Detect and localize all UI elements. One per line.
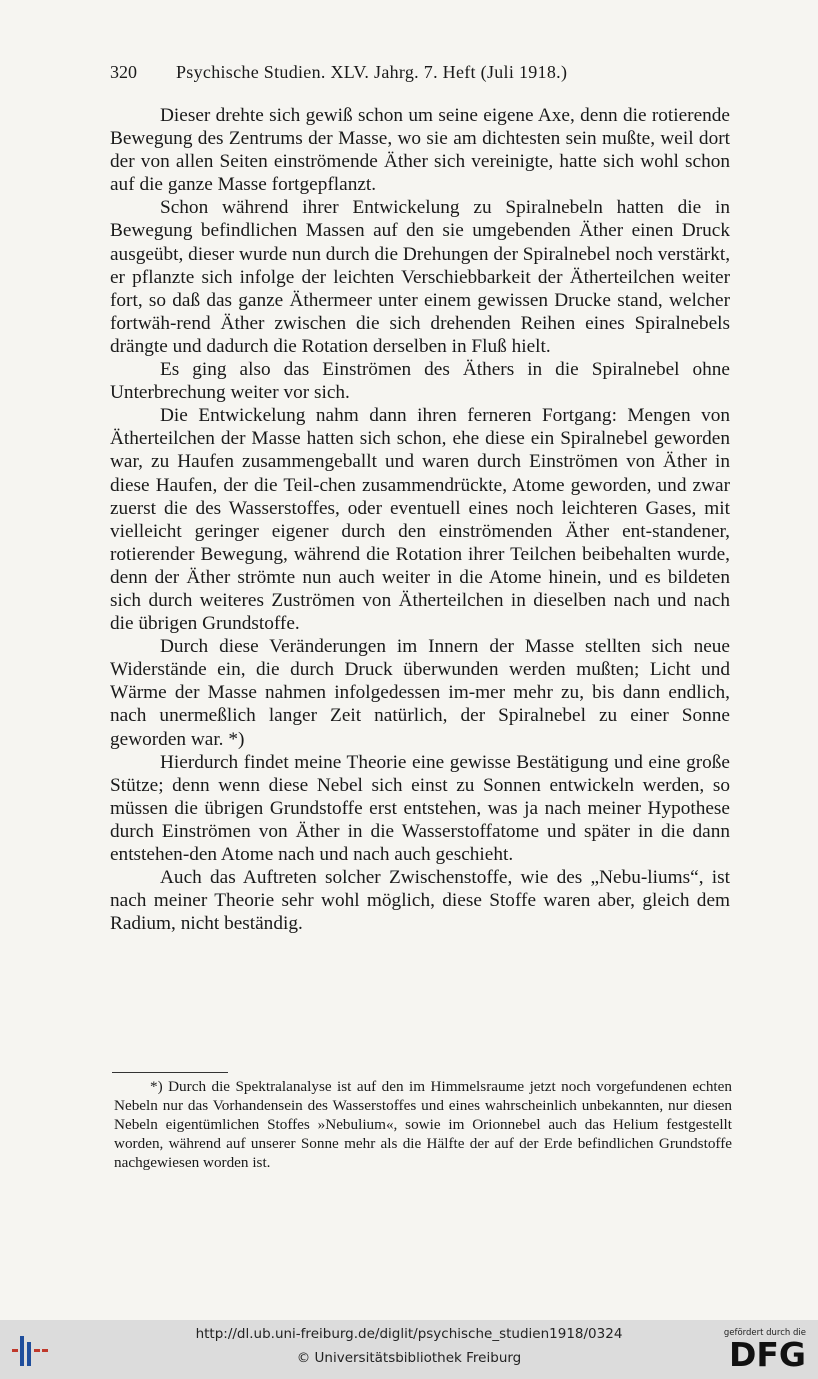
dfg-logo: DFG xyxy=(728,1335,806,1374)
copyright-notice: © Universitätsbibliothek Freiburg xyxy=(296,1350,522,1366)
paragraph: Es ging also das Einströmen des Äthers in die Spiralnebel ohne Unterbrechung weiter vor sich. xyxy=(110,359,730,404)
dfg-caption: gefördert durch die xyxy=(723,1328,806,1338)
footnote-text: *) Durch die Spektralanalyse ist auf den im Himmelsraume jetzt noch vorgefundenen echten Nebeln nur das Vorhandensein des Wasserstoffes und eines wahrscheinlich unbekannten, nur diesen Nebeln eigentümlichen Stoffes »Nebulium«, sowie im Orionnebel auch das Helium festgestellt worden, während auf unserer Sonne mehr als die Hälfte der auf der Erde befindlichen Grundstoffe nachgewiesen worden ist. xyxy=(114,1078,732,1171)
footnote-divider xyxy=(112,1072,228,1073)
viewer-footer xyxy=(0,1320,818,1379)
footnote xyxy=(114,1077,732,1172)
paragraph: Durch diese Veränderungen im Innern der Masse stellten sich neue Widerstände ein, die durch Druck überwunden werden mußten; Licht und Wärme der Masse nahmen infolgedessen im-mer mehr zu, bis dann endlich, nach unermeßlich langer Zeit natürlich, der Spiralnebel zu einer Sonne geworden war. *) xyxy=(110,636,730,750)
paragraph: Hierdurch findet meine Theorie eine gewisse Bestätigung und eine große Stütze; denn wenn diese Nebel sich einst zu Sonnen entwickeln werden, so müssen die übrigen Grundstoffe erst entstehen, was ja nach meiner Hypothese durch Einströmen von Äther in die Wasserstoffatome und später in die dann entstehen-den Atome nach und nach auch geschieht. xyxy=(110,751,730,865)
body-text xyxy=(110,104,730,935)
paragraph: Auch das Auftreten solcher Zwischenstoffe, wie des „Nebu-liums“, ist nach meiner Theorie sehr wohl möglich, diese Stoffe waren aber, gleich dem Radium, nicht beständig. xyxy=(110,867,730,935)
page-number: 320 xyxy=(110,62,137,82)
document-url[interactable]: http://dl.ub.uni-freiburg.de/diglit/psychische_studien1918/0324 xyxy=(195,1326,623,1342)
paragraph: Schon während ihrer Entwickelung zu Spiralnebeln hatten die in Bewegung befindlichen Massen auf den sie umgebenden Äther einen Druck ausgeübt, dieser wurde nun durch die Drehungen der Spiralnebel noch verstärkt, er pflanzte sich infolge der leichten Verschiebbarkeit der Ätherteilchen weiter fort, so daß das ganze Äthermeer unter einem gewissen Drucke stand, welcher fortwäh-rend Äther zwischen die sich drehenden Reihen eines Spiralnebels drängte und dadurch die Rotation derselben in Fluß hielt. xyxy=(110,197,731,357)
journal-title: Psychische Studien. XLV. Jahrg. 7. Heft (Juli 1918.) xyxy=(176,62,568,82)
paragraph: Dieser drehte sich gewiß schon um seine eigene Axe, denn die rotierende Bewegung des Zentrums der Masse, wo sie am dichtesten sein mußte, weil dort der von allen Seiten einströmende Äther sich vereinigte, hatte sich wohl schon auf die ganze Masse fortgepflanzt. xyxy=(110,105,730,196)
paragraph: Die Entwickelung nahm dann ihren ferneren Fortgang: Mengen von Ätherteilchen der Masse hatten sich schon, ehe diese ein Spiralnebel geworden war, zu Haufen zusammengeballt und waren durch Einströmen von Äther in diese Haufen, der die Teil-chen zusammendrückte, Atome geworden, und zwar zuerst die des Wasserstoffes, oder eventuell eines noch leichteren Gases, mit vielleicht geringer eigener durch den einströmenden Äther ent-standener, rotierender Bewegung, während die Rotation ihrer Teilchen beibehalten wurde, denn der Äther strömte nun auch weiter in die Atome hinein, und es bildeten sich durch weiteres Zuströmen von Ätherteilchen in dieselben nach und nach die übrigen Grundstoffe. xyxy=(110,405,730,635)
